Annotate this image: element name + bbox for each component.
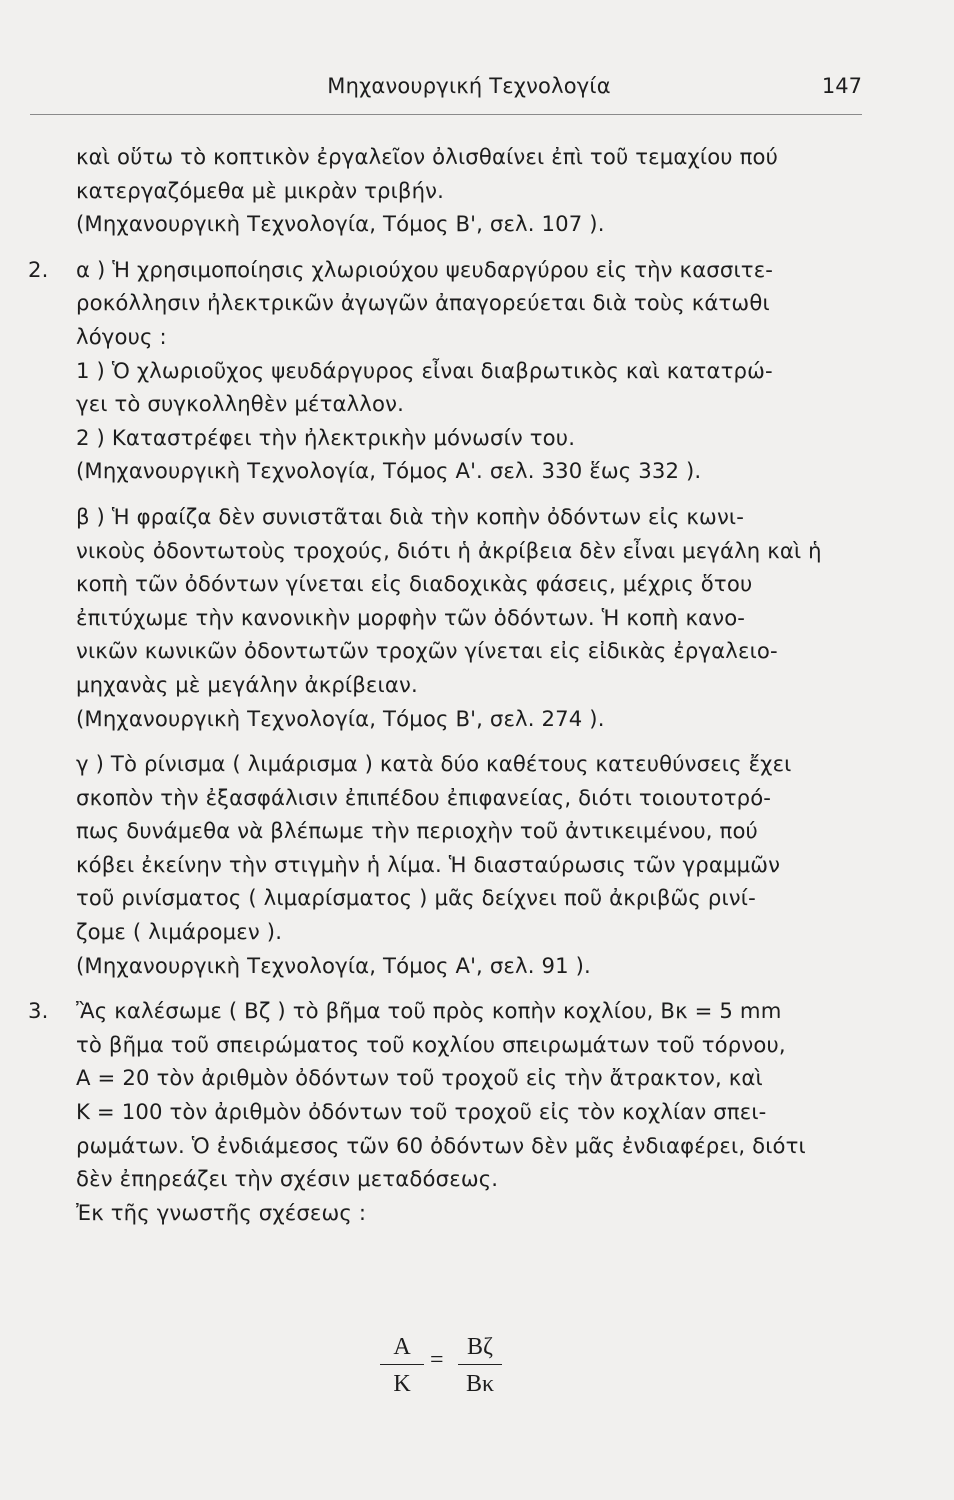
- text-line: β ) Ἡ φραίζα δὲν συνιστᾶται διὰ τὴν κοπὴν ὀδόντων εἰς κωνι-: [76, 503, 745, 529]
- item-number: 2.: [28, 256, 49, 282]
- text-line: δὲν ἐπηρεάζει τὴν σχέσιν μεταδόσεως.: [76, 1166, 499, 1192]
- text-line: γει τὸ συγκολληθὲν μέταλλον.: [76, 391, 404, 417]
- reference-line: (Μηχανουργικὴ Τεχνολογία, Τόμος Β', σελ. 274 ).: [76, 705, 605, 731]
- text-line: ρωμάτων. Ὁ ἐνδιάμεσος τῶν 60 ὀδόντων δὲν μᾶς ἐνδιαφέρει, διότι: [76, 1132, 806, 1158]
- reference-line: (Μηχανουργικὴ Τεχνολογία, Τόμος Β', σελ. 107 ).: [76, 211, 605, 237]
- page-number: 147: [821, 74, 862, 98]
- text-line: πως δυνάμεθα νὰ βλέπωμε τὴν περιοχὴν τοῦ ἀντικειμένου, πού: [76, 818, 758, 844]
- text-line: νικῶν κωνικῶν ὀδοντωτῶν τροχῶν γίνεται εἰς εἰδικὰς ἐργαλειο-: [76, 638, 778, 664]
- text-line: α ) Ἡ χρησιμοποίησις χλωριούχου ψευδαργύρου εἰς τὴν κασσιτε-: [76, 256, 774, 282]
- item-2-part-b: [76, 500, 866, 735]
- fraction-bar: [380, 1364, 424, 1365]
- numerator: Βζ: [467, 1334, 493, 1360]
- reference-line: (Μηχανουργικὴ Τεχνολογία, Τόμος Α', σελ. 91 ).: [76, 952, 591, 978]
- reference-line: (Μηχανουργικὴ Τεχνολογία, Τόμος Α'. σελ. 330 ἕως 332 ).: [76, 458, 702, 484]
- item-2-part-c: [76, 747, 866, 982]
- text-line: Κ = 100 τὸν ἀριθμὸν ὀδόντων τοῦ τροχοῦ εἰς τὸν κοχλίαν σπει-: [76, 1099, 767, 1125]
- text-line: σκοπὸν τὴν ἐξασφάλισιν ἐπιπέδου ἐπιφανείας, διότι τοιουτοτρό-: [76, 784, 772, 810]
- text-line: καὶ οὕτω τὸ κοπτικὸν ἐργαλεῖον ὀλισθαίνει ἐπὶ τοῦ τεμαχίου πού: [76, 144, 779, 169]
- fraction-bar: [458, 1364, 502, 1365]
- text-line: 2 ) Καταστρέφει τὴν ἠλεκτρικὴν μόνωσίν του.: [76, 424, 576, 450]
- text-line: Ἂς καλέσωμε ( Βζ ) τὸ βῆμα τοῦ πρὸς κοπὴν κοχλίου, Βκ = 5 mm: [76, 998, 782, 1024]
- text-line: 1 ) Ὁ χλωριοῦχος ψευδάργυρος εἶναι διαβρωτικὸς καὶ κατατρώ-: [76, 357, 773, 383]
- item-2-part-a: [76, 253, 866, 488]
- text-line: τὸ βῆμα τοῦ σπειρώματος τοῦ κοχλίου σπειρωμάτων τοῦ τόρνου,: [76, 1031, 786, 1057]
- text-line: κόβει ἐκείνην τὴν στιγμὴν ἡ λίμα. Ἡ διασταύρωσις τῶν γραμμῶν: [76, 851, 781, 877]
- text-line: τοῦ ρινίσματος ( λιμαρίσματος ) μᾶς δείχνει ποῦ ἀκριβῶς ρινί-: [76, 885, 756, 911]
- text-line: λόγους :: [76, 323, 167, 349]
- fraction-right: [458, 1332, 502, 1399]
- header-rule: [30, 114, 862, 115]
- text-line: Α = 20 τὸν ἀριθμὸν ὀδόντων τοῦ τροχοῦ εἰς τὴν ἄτρακτον, καὶ: [76, 1065, 763, 1091]
- denominator: Κ: [393, 1371, 411, 1397]
- fraction-left: [380, 1332, 424, 1399]
- page-body: [28, 140, 866, 1229]
- text-line: Ἐκ τῆς γνωστῆς σχέσεως :: [76, 1199, 367, 1225]
- running-header: [76, 74, 862, 108]
- paragraph-continuation: [76, 140, 866, 241]
- item-3: [28, 994, 866, 1229]
- item-number: 3.: [28, 998, 49, 1024]
- text-line: ροκόλλησιν ἠλεκτρικῶν ἀγωγῶν ἀπαγορεύεται διὰ τοὺς κάτωθι: [76, 290, 770, 316]
- numerator: Α: [393, 1334, 411, 1360]
- header-title: Μηχανουργική Τεχνολογία: [327, 74, 611, 98]
- text-line: μηχανὰς μὲ μεγάλην ἀκρίβειαν.: [76, 671, 418, 697]
- text-line: ἐπιτύχωμε τὴν κανονικὴν μορφὴν τῶν ὀδόντων. Ἡ κοπὴ κανο-: [76, 604, 746, 630]
- item-2: [28, 253, 866, 982]
- denominator: Βκ: [465, 1371, 495, 1397]
- text-line: γ ) Τὸ ρίνισμα ( λιμάρισμα ) κατὰ δύο καθέτους κατευθύνσεις ἔχει: [76, 751, 792, 777]
- text-line: νικοὺς ὀδοντωτοὺς τροχούς, διότι ἡ ἀκρίβεια δὲν εἶναι μεγάλη καὶ ἡ: [76, 537, 822, 563]
- text-line: κοπὴ τῶν ὀδόντων γίνεται εἰς διαδοχικὰς φάσεις, μέχρις ὅτου: [76, 571, 753, 597]
- text-line: κατεργαζόμεθα μὲ μικρὰν τριβήν.: [76, 177, 445, 203]
- equals-sign: =: [430, 1347, 444, 1373]
- gear-ratio-formula: [380, 1332, 520, 1418]
- text-line: ζομε ( λιμάρομεν ).: [76, 919, 283, 945]
